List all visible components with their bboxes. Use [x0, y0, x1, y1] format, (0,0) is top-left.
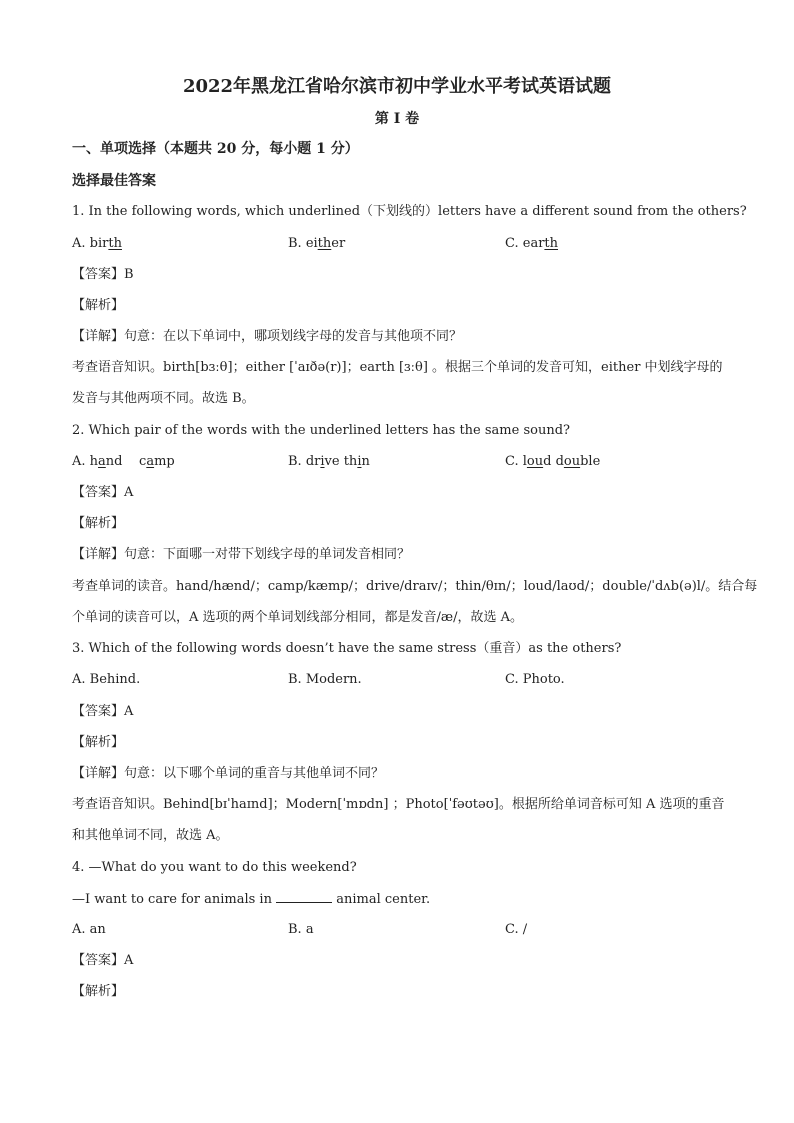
q4-analysis-label: 【解析】: [72, 984, 125, 999]
q3-detail: 【详解】句意：以下哪个单词的重音与其他单词不同？: [72, 766, 385, 781]
q2-answer: 【答案】A: [72, 485, 134, 500]
q3-explanation-line2: 和其他单词不同，故选 A。: [72, 828, 229, 843]
q4-option-c: C. /: [505, 922, 528, 937]
q4-option-a: A. an: [72, 922, 106, 937]
q1-explanation-line1: 考查语音知识。birth[bɜːθ]；either [ˈaɪðə(r)]；earth [ɜːθ] 。根据三个单词的发音可知，either 中划线字母的: [72, 360, 723, 375]
section-heading: 一、单项选择（本题共 20 分，每小题 1 分）: [72, 141, 359, 157]
q3-stem: 3. Which of the following words doesn’t have the same stress（重音）as the others?: [72, 641, 622, 656]
q3-analysis-label: 【解析】: [72, 735, 125, 750]
q1-detail: 【详解】句意：在以下单词中，哪项划线字母的发音与其他项不同？: [72, 329, 463, 344]
q1-option-b: B. either: [288, 236, 346, 251]
q3-option-b: B. Modern.: [288, 672, 362, 687]
q2-option-b: B. drive thin: [288, 454, 370, 469]
q4-option-b: B. a: [288, 922, 314, 937]
q1-option-c: C. earth: [505, 236, 559, 251]
q2-explanation-line1: 考查单词的读音。hand/hænd/；camp/kæmp/；drive/draɪv/；thin/θɪn/；loud/laʊd/；double/ˈdʌb(ə)l/。结合每: [72, 579, 758, 594]
answer-blank: [276, 890, 332, 903]
q4-dialogue-line1: 4. —What do you want to do this weekend?: [72, 860, 357, 875]
q3-option-a: A. Behind.: [72, 672, 141, 687]
q3-option-c: C. Photo.: [505, 672, 565, 687]
q1-answer: 【答案】B: [72, 267, 134, 282]
q2-option-a: A. hand camp: [72, 454, 175, 469]
q3-explanation-line1: 考查语音知识。Behind[bɪˈhaɪnd]；Modern[ˈmɒdn] ；Photo[ˈfəʊtəʊ]。根据所给单词音标可知 A 选项的重音: [72, 797, 725, 812]
q4-dialogue-line2: —I want to care for animals in animal center.: [72, 892, 431, 907]
q2-explanation-line2: 个单词的读音可以，A 选项的两个单词划线部分相同，都是发音/æ/，故选 A。: [72, 610, 524, 625]
q2-analysis-label: 【解析】: [72, 516, 125, 531]
q1-option-a: A. birth: [72, 236, 122, 251]
exam-title: 2022年黑龙江省哈尔滨市初中学业水平考试英语试题: [182, 76, 612, 97]
section-instruction: 选择最佳答案: [72, 173, 156, 189]
q2-detail: 【详解】句意：下面哪一对带下划线字母的单词发音相同？: [72, 547, 411, 562]
q1-explanation-line2: 发音与其他两项不同。故选 B。: [72, 391, 255, 406]
q3-answer: 【答案】A: [72, 704, 134, 719]
q2-option-c: C. loud double: [505, 454, 601, 469]
q1-analysis-label: 【解析】: [72, 298, 125, 313]
q2-stem: 2. Which pair of the words with the underlined letters has the same sound?: [72, 423, 570, 438]
q1-stem: 1. In the following words, which underlined（下划线的）letters have a different sound from the others?: [72, 204, 747, 219]
volume-label: 第 I 卷: [374, 111, 420, 127]
q4-answer: 【答案】A: [72, 953, 134, 968]
